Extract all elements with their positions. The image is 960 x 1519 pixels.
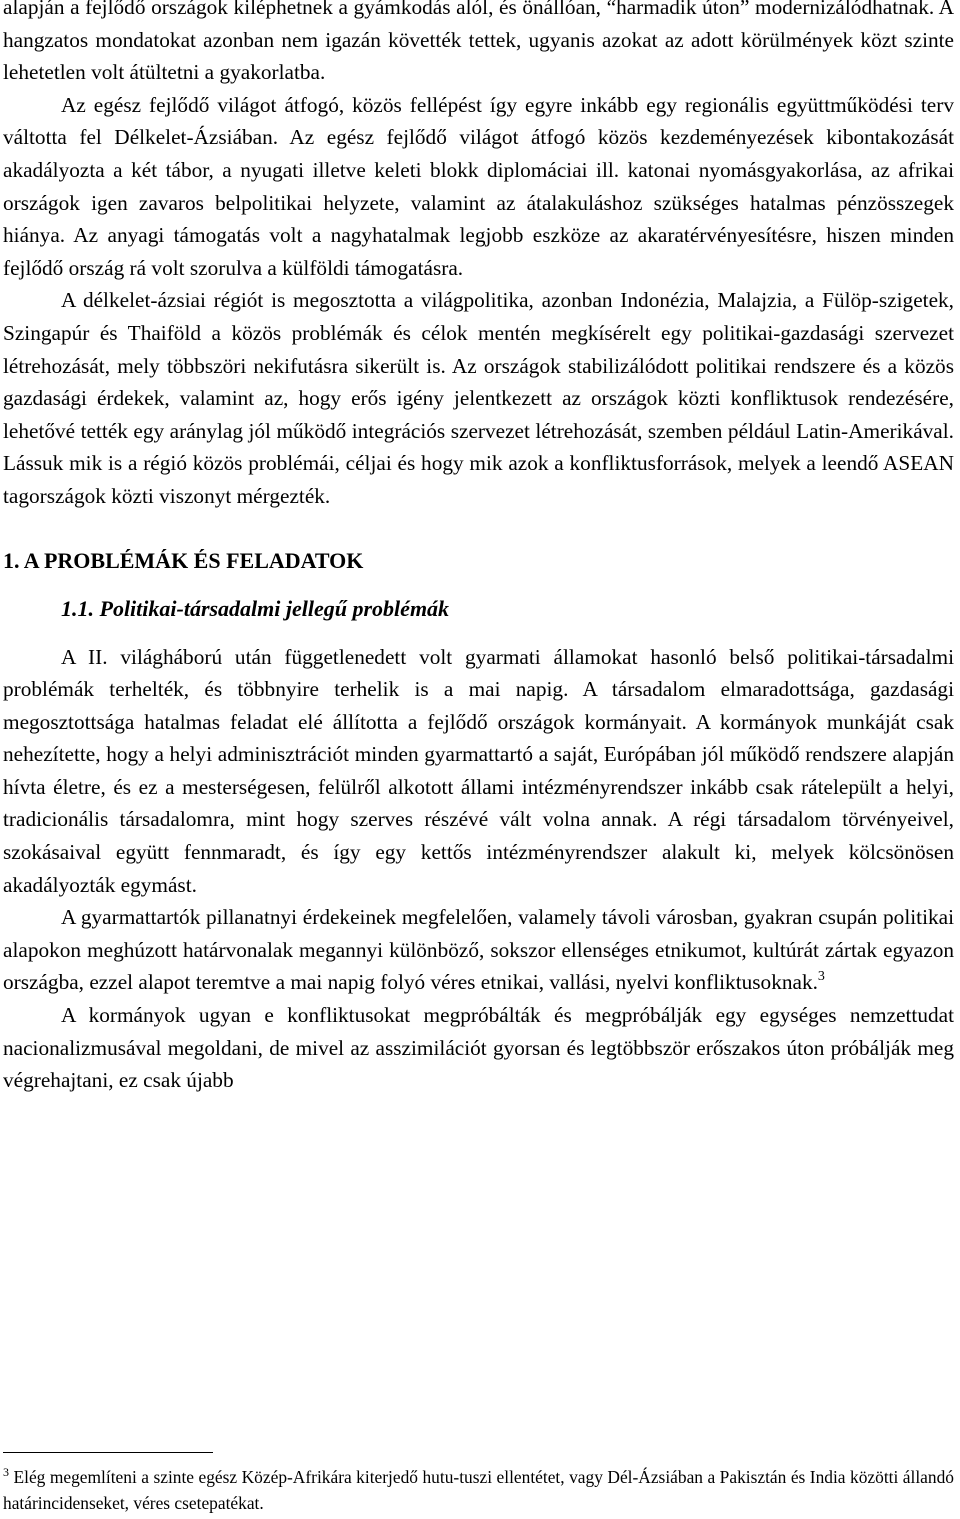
paragraph-3: A délkelet-ázsiai régiót is megosztotta a világpolitika, azonban Indonézia, Malajzia, a Fülöp-szigetek, Szingapúr és Thaiföld a közös problémák és célok mentén megkísérelt egy politikai-gazdasági szervezet létrehozását, mely többszöri nekifutásra sikerült is. Az országok stabilizálódott politikai rendszere és a közös gazdasági érdekek, valamint az, hogy erős igény jelentkezett az országok közti konfliktusok rendezésére, lehetővé tették egy aránylag jól működő integrációs szervezet létrehozását, szemben például Latin-Amerikával. Lássuk mik is a régió közös problémái, céljai és hogy mik azok a konfliktusforrások, melyek a leendő ASEAN tagországok közti viszonyt mérgezték. — [3, 288, 954, 508]
subsection-heading: 1.1. Politikai-társadalmi jellegű problémák — [61, 595, 450, 621]
paragraph-6: A kormányok ugyan e konfliktusokat megpróbálták és megpróbálják egy egységes nemzettudat nacionalizmusával megoldani, de mivel az asszimilációt gyorsan és legtöbbször erőszakos úton próbálják meg végrehajtani, ez csak újabb — [3, 1003, 954, 1093]
paragraph-2: Az egész fejlődő világot átfogó, közös fellépést így egyre inkább egy regionális együttműködési terv váltotta fel Délkelet-Ázsiában. Az egész fejlődő világot átfogó közös kezdeményezések kibontakozását akadályozta a két tábor, a nyugati illetve keleti blokk diplomáciai ill. katonai nyomásgyakorlása, az afrikai országok igen zavaros belpolitikai helyzete, valamint az átalakuláshoz szükséges hatalmas pénzösszegek hiánya. Az anyagi támogatás volt a nagyhatalmak legjobb eszköze az akaratérvényesítésre, hiszen minden fejlődő ország rá volt szorulva a külföldi támogatásra. — [3, 92, 954, 280]
paragraph-5 — [3, 901, 954, 999]
footnote-reference[interactable]: 3 — [817, 969, 825, 985]
footnote-text: Elég megemlíteni a szinte egész Közép-Afrikára kiterjedő hutu-tuszi ellentétet, vagy Dél-Ázsiában a Pakisztán és India közötti állandó határincidenseket, véres csetepatékat. — [3, 1467, 954, 1513]
section-heading: 1. A PROBLÉMÁK ÉS FELADATOK — [3, 547, 364, 573]
paragraph-5-text: A gyarmattartók pillanatnyi érdekeinek megfelelően, valamely távoli városban, gyakran csupán politikai alapokon meghúzott határvonalak megannyi különböző, sokszor ellenséges etnikumot, kultúrát zártak egyazon országba, ezzel alapot teremtve a mai napig folyó véres etnikai, vallási, nyelvi konfliktusoknak. — [3, 905, 954, 995]
footnote — [3, 1464, 954, 1516]
document-body — [3, 0, 954, 1097]
footnote-divider — [3, 1452, 213, 1453]
footnote-number: 3 — [3, 1465, 9, 1479]
paragraph-1: alapján a fejlődő országok kiléphetnek a gyámkodás alól, és önállóan, “harmadik úton” modernizálódhatnak. A hangzatos mondatokat azonban nem igazán követték tettek, ugyanis azokat az adott körülmények közt szinte lehetetlen volt átültetni a gyakorlatba. — [3, 0, 954, 85]
paragraph-4: A II. világháború után függetlenedett volt gyarmati államokat hasonló belső politikai-társadalmi problémák terhelték, és többnyire terhelik is a mai napig. A társadalom elmaradottsága, gazdasági megosztottsága hatalmas feladat elé állította a fejlődő országok kormányait. A kormányok munkáját csak nehezítette, hogy a helyi adminisztrációt minden gyarmattartó a saját, Európában jól működő rendszere alapján hívta életre, és ez a mesterségesen, felülről alkotott állami intézményrendszer inkább csak rátelepült a helyi, tradicionális társadalomra, mint hogy szerves részévé vált volna annak. A régi társadalom törvényeivel, szokásaival együtt fennmaradt, és így egy kettős intézményrendszer alakult ki, melyek kölcsönösen akadályozták egymást. — [3, 644, 954, 897]
